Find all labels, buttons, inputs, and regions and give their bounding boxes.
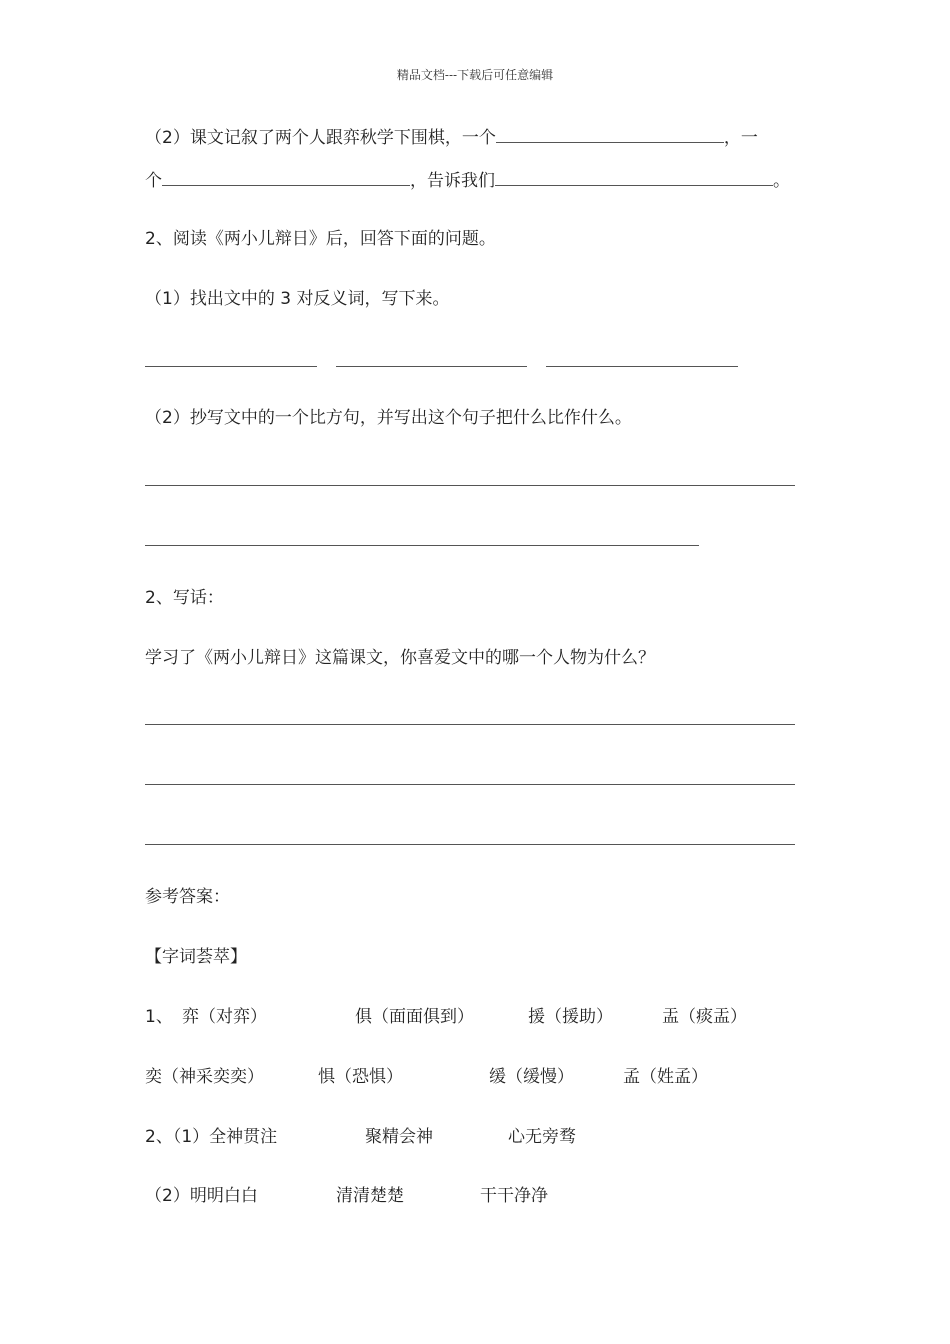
question-title: 2、阅读《两小儿辩日》后，回答下面的问题。 (145, 229, 496, 249)
answer-blank[interactable] (496, 126, 724, 143)
answer-item: 弈（对弈） (182, 1007, 267, 1027)
answer-item: 清清楚楚 (336, 1186, 404, 1206)
question-sub: （1）找出文中的 3 对反义词，写下来。 (145, 289, 450, 309)
answer-blank[interactable] (495, 169, 773, 186)
question-text: ，一 (723, 128, 758, 148)
question-sub: （2）抄写文中的一个比方句，并写出这个句子把什么比作什么。 (145, 408, 632, 428)
answer-line[interactable] (145, 485, 795, 486)
answer-line[interactable] (145, 784, 795, 785)
answer-item: 聚精会神 (365, 1127, 433, 1147)
answer-item: 缓（缓慢） (489, 1067, 574, 1087)
answer-item: 心无旁骛 (508, 1127, 576, 1147)
answer-line[interactable] (546, 366, 738, 367)
answer-line[interactable] (336, 366, 527, 367)
question-text: （2）课文记叙了两个人跟弈秋学下围棋，一个 (145, 128, 496, 148)
answers-title: 参考答案： (145, 887, 230, 907)
answer-line[interactable] (145, 545, 699, 546)
question-line (145, 126, 758, 149)
answer-item: 孟（姓孟） (623, 1067, 708, 1087)
answer-line[interactable] (145, 844, 795, 845)
answer-line[interactable] (145, 724, 795, 725)
answer-item: 干干净净 (480, 1186, 548, 1206)
answer-item: 惧（恐惧） (318, 1067, 403, 1087)
answer-item: 援（援助） (528, 1007, 613, 1027)
question-text: ，告诉我们 (410, 171, 495, 191)
answers-section: 【字词荟萃】 (145, 947, 247, 967)
writing-prompt: 学习了《两小儿辩日》这篇课文，你喜爱文中的哪一个人物为什么？ (145, 648, 655, 668)
question-text: 。 (773, 171, 790, 191)
answer-item: 奕（神采奕奕） (145, 1067, 264, 1087)
answer-item: 盂（痰盂） (662, 1007, 747, 1027)
question-line (145, 169, 790, 192)
question-text: 个 (145, 171, 162, 191)
answer-line[interactable] (145, 366, 317, 367)
answer-blank[interactable] (162, 169, 410, 186)
page-header: 精品文档---下载后可任意编辑 (396, 68, 554, 82)
answer-item: 2、（1）全神贯注 (145, 1127, 278, 1147)
answer-item: 1、 (145, 1007, 173, 1027)
answer-item: 俱（面面俱到） (355, 1007, 474, 1027)
writing-title: 2、写话： (145, 588, 224, 608)
answer-item: （2）明明白白 (145, 1186, 258, 1206)
